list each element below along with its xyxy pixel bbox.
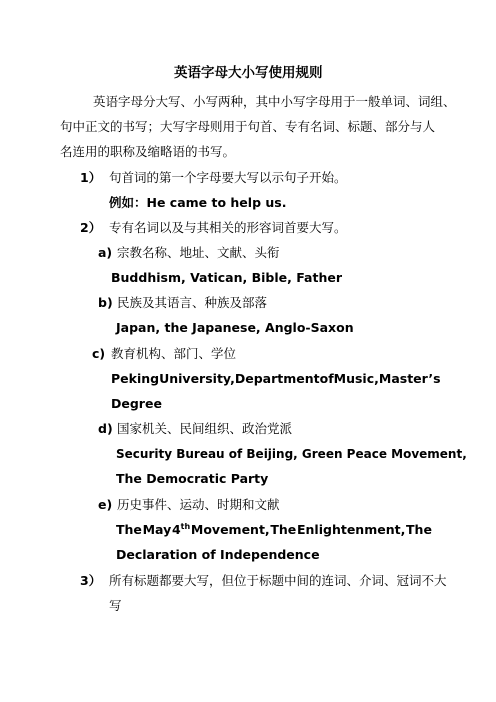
item-c-example-line-1 [111,371,441,387]
intro-line-3: 名连用的职称及缩略语的书写。 [60,144,236,159]
word: 4th [171,521,191,537]
item-b-label: b) [98,295,113,310]
item-e-example-line-1 [116,522,432,538]
item-e-example-line-2: Declaration of Independence [116,547,320,562]
intro-line-1: 英语字母分大写、小写两种，其中小写字母用于一般单词、词组、 [93,94,456,109]
rule-1-text: 句首词的第一个字母要大写以示句子开始。 [109,170,347,185]
item-e-title: 历史事件、运动、时期和文献 [117,497,280,512]
item-c-example-line-2: Degree [111,396,162,411]
item-e-label: e) [98,497,113,512]
item-c-label: c) [92,346,106,361]
word: Movement, [190,522,270,537]
word: The [270,522,297,537]
item-b-title: 民族及其语言、种族及部落 [117,295,268,310]
rule-2-number: 2） [80,220,102,235]
superscript-th: th [180,521,191,531]
rule-3-text-line-1: 所有标题都要大写，但位于标题中间的连词、介词、冠词不大 [109,573,447,588]
item-d-example-line-1: Security Bureau of Beijing, Green Peace Movement, [116,447,467,461]
word: The [406,522,432,537]
item-d-label: d) [98,421,113,436]
rule-1-example: 例如：He came to help us. [109,195,287,210]
rule-2-text: 专有名词以及与其相关的形容词首要大写。 [109,220,347,235]
word: The [116,522,142,537]
word: Music, [333,371,379,386]
item-b-example: Japan, the Japanese, Anglo-Saxon [116,320,354,335]
rule-3-number: 3） [80,573,102,588]
word: Department [234,371,320,386]
intro-line-2: 句中正文的书写；大写字母则用于句首、专有名词、标题、部分与人 [60,119,436,134]
item-a-example: Buddhism, Vatican, Bible, Father [111,270,342,285]
word: May [142,522,172,537]
word: of [319,371,334,386]
item-a-label: a) [98,245,113,260]
word: Enlightenment, [296,522,406,537]
word: Peking [111,371,160,386]
rule-1-number: 1） [80,170,102,185]
rule-3-text-line-2: 写 [109,598,122,613]
item-a-title: 宗教名称、地址、文献、头衔 [117,245,280,260]
page-title: 英语字母大小写使用规则 [174,65,323,81]
word: Master’s [378,371,441,386]
item-d-example-line-2: The Democratic Party [116,471,269,486]
item-d-title: 国家机关、民间组织、政治党派 [117,421,293,436]
word: University, [159,371,235,386]
item-c-title: 教育机构、部门、学位 [111,346,237,361]
